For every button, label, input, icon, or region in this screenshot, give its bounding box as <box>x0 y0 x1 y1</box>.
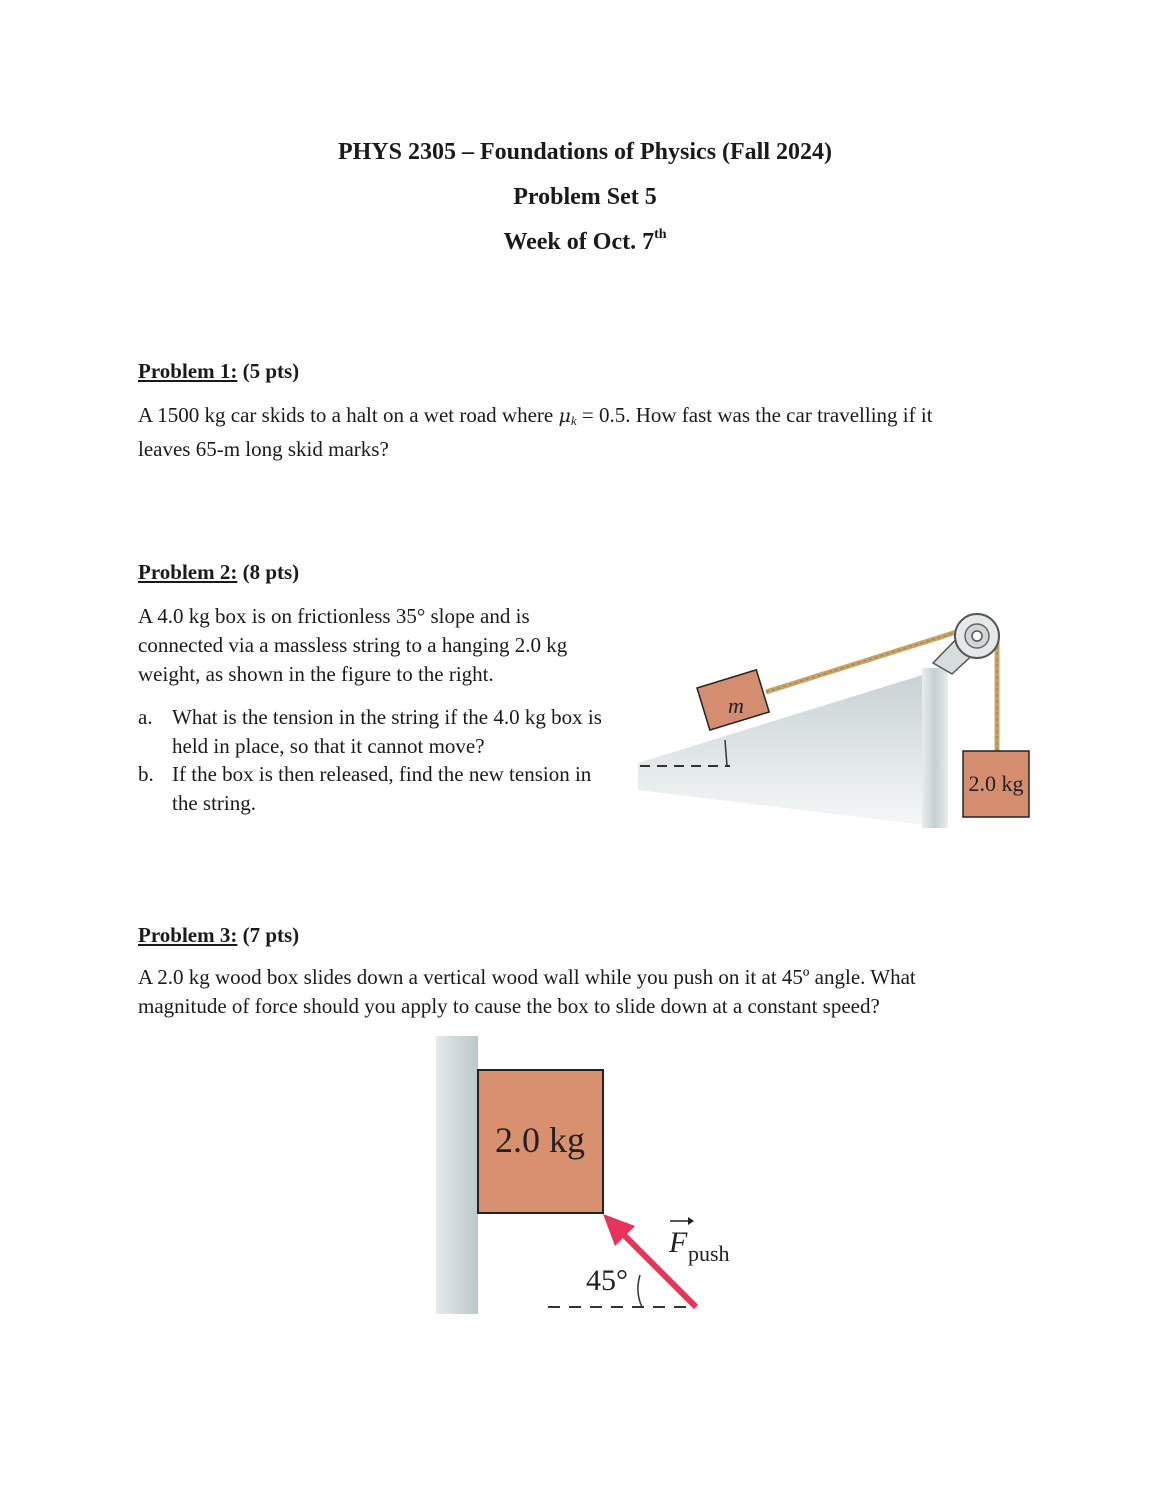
item-marker: a. <box>138 705 153 729</box>
angle-arc <box>638 1275 642 1307</box>
support-post <box>922 668 948 828</box>
item-text: If the box is then released, find the new tension in the string. <box>172 762 592 815</box>
force-symbol: F <box>669 1226 688 1259</box>
problem2-intro-line: A 4.0 kg box is on frictionless 35° slope and is <box>138 604 530 628</box>
item-text: What is the tension in the string if the 4.0 kg box is held in place, so that it cannot move? <box>172 705 602 758</box>
problem2-intro-line: connected via a massless string to a hanging 2.0 kg <box>138 633 568 657</box>
week-text: Week of Oct. 7 <box>503 229 655 255</box>
vertical-wall <box>436 1036 478 1314</box>
problem3-text <box>138 963 1088 1021</box>
problem2-intro-line: weight, as shown in the figure to the right. <box>138 662 494 686</box>
problem3-line: A 2.0 kg wood box slides down a vertical wood wall while you push on it at 45º angle. What <box>138 965 916 989</box>
problem1-line2: leaves 65-m long skid marks? <box>138 437 389 461</box>
incline-pulley-figure <box>630 600 1050 840</box>
problem-set-title: Problem Set 5 <box>513 184 657 210</box>
problem2-points: (8 pts) <box>242 560 300 584</box>
problem1-line1 <box>138 401 1038 435</box>
problem1-text-after: = 0.5. How fast was the car travelling if it <box>576 403 933 427</box>
vector-arrow-head <box>688 1217 694 1225</box>
problem3-points: (7 pts) <box>242 923 300 947</box>
problem1-label: Problem 1: <box>138 359 238 383</box>
pulley-axle <box>972 631 982 641</box>
problem1-text <box>138 401 1038 464</box>
hanging-weight-label: 2.0 kg <box>968 771 1024 796</box>
document-title: PHYS 2305 – Foundations of Physics (Fall 2024) <box>337 139 833 165</box>
incline-box-label: m <box>728 693 744 718</box>
mu-symbol: μ <box>558 405 571 427</box>
mu-subscript: k <box>570 413 577 428</box>
problem3-label: Problem 3: <box>138 923 238 947</box>
problem2-heading <box>138 559 299 585</box>
problem2-intro <box>138 602 628 689</box>
force-subscript: push <box>688 1241 730 1266</box>
item-marker: b. <box>138 762 154 786</box>
problem3-line: magnitude of force should you apply to cause the box to slide down at a constant speed? <box>138 994 880 1018</box>
problem1-heading <box>138 358 299 384</box>
problem1-text-before: A 1500 kg car skids to a halt on a wet road where <box>138 403 559 427</box>
angle-label: 45° <box>586 1264 628 1297</box>
problem1-points: (5 pts) <box>242 359 300 383</box>
problem3-heading <box>138 922 299 948</box>
wall-box-label: 2.0 kg <box>495 1120 585 1160</box>
week-line <box>0 227 1170 257</box>
week-superscript: th <box>654 227 667 242</box>
incline-surface <box>638 668 948 828</box>
wall-push-figure <box>430 1030 760 1320</box>
problem2-label: Problem 2: <box>138 560 238 584</box>
